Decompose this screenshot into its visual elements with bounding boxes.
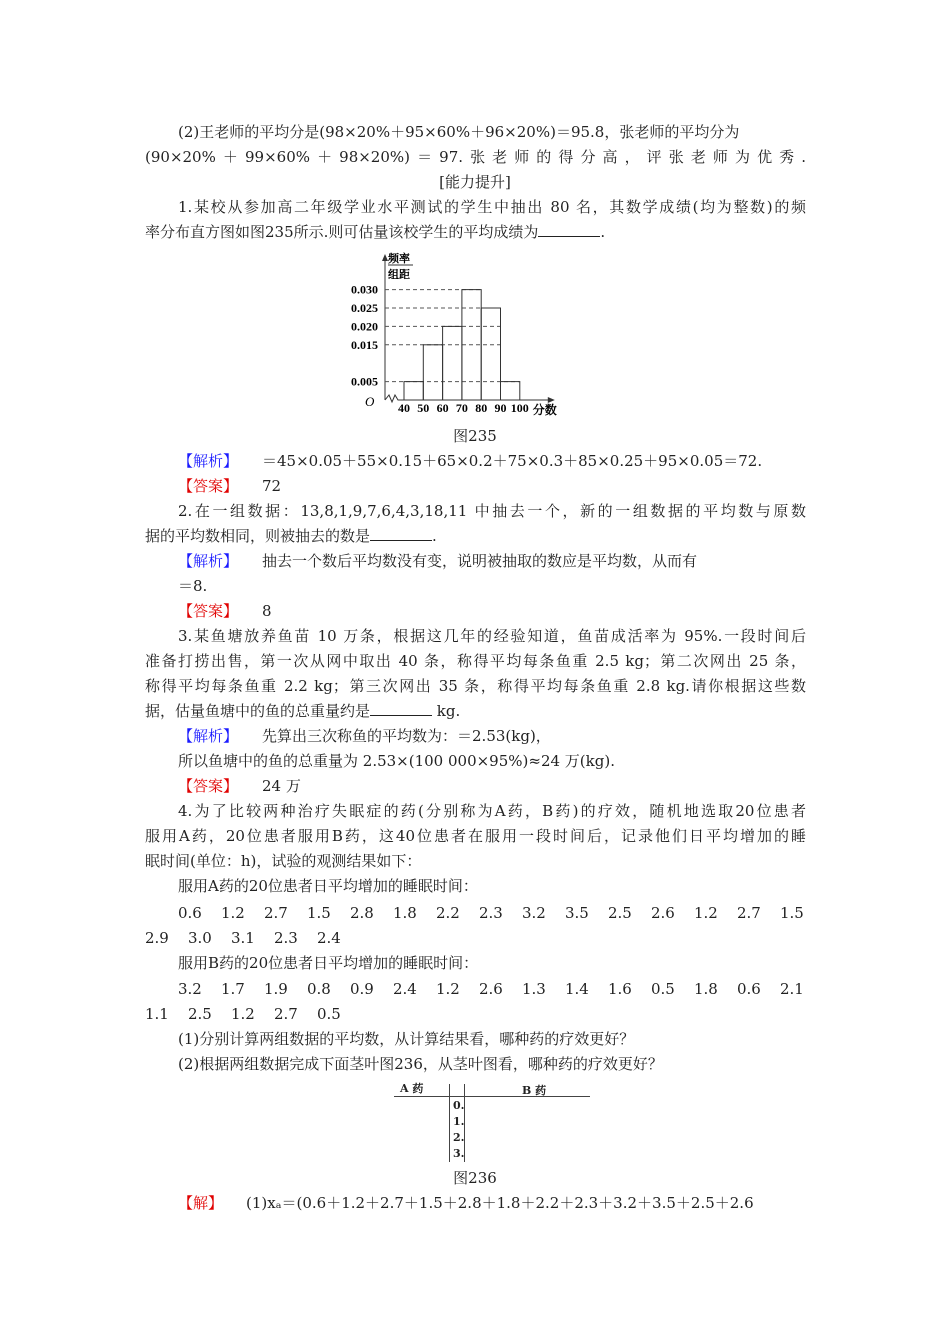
stem-leaf-plot [394,1080,590,1162]
y-tick-label: 0.015 [351,337,378,352]
answer-label: 【答案】 [178,477,239,495]
data-value: 1.2 [221,904,245,922]
y-tick-label: 0.025 [351,301,378,315]
q3-analysis [178,725,806,747]
y-tick-label: 0.020 [351,319,378,334]
q1-answer-text: 72 [262,477,282,495]
q1-line2 [145,221,806,243]
q4-b-row2 [145,1003,806,1025]
data-value: 2.8 [350,904,374,922]
data-value: 2.2 [436,904,460,922]
q3-analysis2: 所以鱼塘中的鱼的总重量为 2.53×(100 000×95%)≈24 万(kg). [178,752,615,770]
q4-line1: 4.为了比较两种治疗失眠症的药(分别称为A药，B药)的疗效，随机地选取20位患者 [178,802,806,820]
q1-text: 率分布直方图如图235所示.则可估量该校学生的平均成绩为 [145,223,539,241]
data-value: 2.6 [651,904,675,922]
analysis-label: 【解析】 [178,727,239,745]
q4-a-title: 服用A药的20位患者日平均增加的睡眠时间： [178,877,478,895]
data-value: 2.9 [145,929,169,947]
data-value: 1.7 [221,980,245,998]
x-tick-label: 50 [417,401,430,415]
q2-answer [178,600,806,622]
data-value: 2.6 [479,980,503,998]
solution-label: 【解】 [178,1194,224,1212]
section-title: [能力提升] [439,173,511,191]
stem-value: 3. [453,1147,465,1160]
q4-solution-text: (1)xₐ＝(0.6＋1.2＋2.7＋1.5＋2.8＋1.8＋2.2＋2.3＋3.2＋3.5＋2.5＋2.6 [246,1194,754,1212]
answer-blank [370,526,432,541]
q4-a-row1 [178,902,806,924]
data-value: 2.7 [274,1005,298,1023]
x-tick-label: 70 [455,401,468,415]
data-value: 1.5 [780,904,804,922]
q1-line1: 1.某校从参加高二年级学业水平测试的学生中抽出 80 名，其数学成绩(均为整数)的频 [178,198,806,216]
answer-blank [370,701,432,716]
q3-line4 [145,700,806,722]
data-value: 1.2 [436,980,460,998]
data-value: 0.6 [737,980,761,998]
histogram-chart [330,248,650,423]
histogram-bar [404,382,423,400]
q3-text: 据，估量鱼塘中的鱼的总重量约是 [145,702,371,720]
data-value: 1.9 [264,980,288,998]
figure-caption-235: 图235 [453,427,497,445]
data-value: 2.4 [317,929,341,947]
stem-leaf-b-header: B 药 [522,1084,547,1097]
prev-answer-line2: (90×20%＋99×60%＋98×20%)＝97.张老师的得分高，评张老师为优秀. [145,148,806,166]
data-value: 1.2 [231,1005,255,1023]
data-value: 0.9 [350,980,374,998]
data-value: 2.3 [479,904,503,922]
q3-line1: 3.某鱼塘放养鱼苗 10 万条，根据这几年的经验知道，鱼苗成活率为 95%.一段时间后 [178,627,806,645]
data-value: 2.1 [780,980,804,998]
q1-end: . [600,223,606,241]
stem-value: 0. [453,1099,465,1112]
x-tick-label: 90 [494,401,507,415]
q3-line3: 称得平均每条鱼重 2.2 kg；第三次网出 35 条，称得平均每条鱼重 2.8 kg.请你根据这些数 [145,677,806,695]
data-value: 3.2 [522,904,546,922]
q2-line1: 2.在一组数据：13,8,1,9,7,6,4,3,18,11 中抽去一个，新的一组数据的平均数与原数 [178,502,806,520]
analysis-label: 【解析】 [178,452,239,470]
stem-value: 1. [453,1115,465,1128]
data-value: 0.8 [307,980,331,998]
x-tick-label: 100 [510,401,529,415]
data-value: 2.7 [264,904,288,922]
q1-analysis-text: ＝45×0.05＋55×0.15＋65×0.2＋75×0.3＋85×0.25＋95×0.05＝72. [262,452,763,470]
q4-line2: 服用A药，20位患者服用B药，这40位患者在服用一段时间后，记录他们日平均增加的睡 [145,827,806,845]
y-tick-label: 0.030 [351,282,378,297]
q2-analysis2: ＝8. [178,577,208,595]
data-value: 1.8 [694,980,718,998]
data-value: 2.5 [188,1005,212,1023]
data-value: 1.6 [608,980,632,998]
answer-blank [538,222,600,237]
q2-analysis-text: 抽去一个数后平均数没有变，说明被抽取的数应是平均数，从而有 [262,552,698,570]
data-value: 2.4 [393,980,417,998]
stem-column [453,1098,464,1162]
answer-label: 【答案】 [178,777,239,795]
q4-solution [178,1192,806,1214]
q1-analysis [178,450,806,472]
q4-a-row2 [145,927,806,949]
q4-b-row1 [178,978,806,1000]
q4-sub1: (1)分别计算两组数据的平均数，从计算结果看，哪种药的疗效更好？ [178,1030,635,1048]
histogram-bar [423,345,442,400]
data-value: 1.5 [307,904,331,922]
stem-leaf-vline-left [449,1084,450,1162]
stem-value: 2. [453,1131,465,1144]
histogram-bar [501,382,520,400]
stem-leaf-hline [394,1096,590,1097]
x-tick-label: 60 [436,401,449,415]
data-value: 1.2 [694,904,718,922]
analysis-label: 【解析】 [178,552,239,570]
data-value: 2.3 [274,929,298,947]
data-value: 3.5 [565,904,589,922]
data-value: 2.7 [737,904,761,922]
data-value: 1.3 [522,980,546,998]
stem-leaf-a-header: A 药 [400,1082,424,1095]
data-value: 1.4 [565,980,589,998]
prev-answer-line1: (2)王老师的平均分是(98×20%＋95×60%＋96×20%)＝95.8，张老师的平均分为 [178,123,740,141]
q2-analysis [178,550,806,572]
q1-answer [178,475,806,497]
y-tick-label: 0.005 [351,374,378,389]
data-value: 0.6 [178,904,202,922]
histogram-bar [443,326,462,400]
figure-caption-236: 图236 [453,1169,497,1187]
q4-sub2: (2)根据两组数据完成下面茎叶图236，从茎叶图看，哪种药的疗效更好？ [178,1055,663,1073]
q3-line2: 准备打捞出售，第一次从网中取出 40 条，称得平均每条鱼重 2.5 kg；第二次网出 25 条， [145,652,806,670]
q3-answer [178,775,806,797]
y-axis-label-bottom: 组距 [388,269,410,281]
data-value: 1.8 [393,904,417,922]
q3-analysis-text: 先算出三次称鱼的平均数为：＝2.53(kg)， [262,727,551,745]
answer-label: 【答案】 [178,602,239,620]
data-value: 3.1 [231,929,255,947]
q2-end: . [432,527,437,545]
q4-line3: 眠时间(单位：h)，试验的观测结果如下： [145,852,422,870]
x-tick-label: 40 [398,401,410,415]
x-tick-label: 80 [475,401,488,415]
data-value: 2.5 [608,904,632,922]
q2-text: 据的平均数相同，则被抽去的数是 [145,527,371,545]
q2-answer-text: 8 [262,602,272,620]
x-axis-label: 分数 [532,403,557,417]
data-value: 1.1 [145,1005,169,1023]
data-value: 3.2 [178,980,202,998]
q2-line2 [145,525,806,547]
data-value: 0.5 [317,1005,341,1023]
histogram-bar [481,308,500,400]
q4-b-title: 服用B药的20位患者日平均增加的睡眠时间： [178,954,479,972]
q3-answer-text: 24 万 [262,777,301,795]
q3-end: kg. [432,702,461,720]
y-axis-label-top: 频率 [388,253,410,265]
origin-label: O [365,394,375,409]
data-value: 0.5 [651,980,675,998]
data-value: 3.0 [188,929,212,947]
